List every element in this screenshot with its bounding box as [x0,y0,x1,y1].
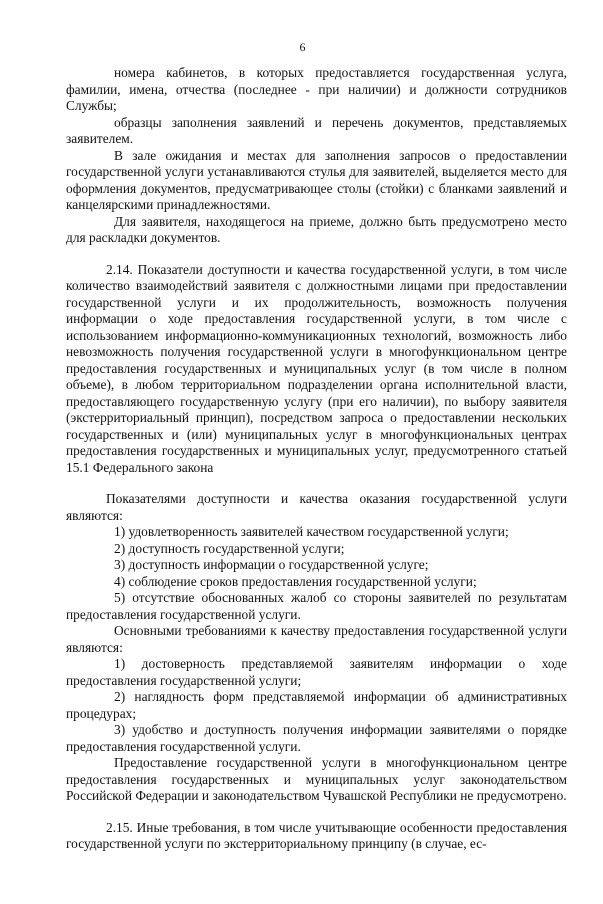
paragraph-waiting-hall: В зале ожидания и местах для заполнения запросов о предоставлении государственной услуги устанавливаются стулья для заявителей, выделяется место для оформления документов, предусматривающее столы (стойки) с бланками заявлений и канцелярскими принадлежностями. [66,147,567,212]
paragraph-mfc-not-provided: Предоставление государственной услуги в многофункциональном центре предоставления государственных и муниципальных услуг законодательством Российской Федерации и законодательством Чувашской Республики не предусмотрено. [66,755,567,803]
list-item-requirement-3: 3) удобство и доступность получения информации заявителями о порядке предоставления государственной услуги. [66,722,567,754]
section-2-15: 2.15. Иные требования, в том числе учитывающие особенности предоставления государственной услуги по экстерриториальному принципу (в случае, ес- [66,819,567,851]
paragraph-office-numbers: номера кабинетов, в которых предоставляется государственная услуга, фамилии, имена, отчества (последнее - при наличии) и должности сотрудников Службы; [66,65,567,113]
list-item-indicator-2: 2) доступность государственной услуги; [114,540,345,556]
list-item-indicator-4: 4) соблюдение сроков предоставления государственной услуги; [114,573,477,589]
list-item-indicator-1: 1) удовлетворенность заявителей качеством государственной услуги; [114,524,509,539]
list-item-indicator-5: 5) отсутствие обоснованных жалоб со стороны заявителей по результатам предоставления государственной услуги. [66,590,567,622]
paragraph-document-place: Для заявителя, находящегося на приеме, должно быть предусмотрено место для раскладки документов. [66,213,567,245]
paragraph-indicators-intro: Показателями доступности и качества оказания государственной услуги являются: [66,491,567,523]
list-item-requirement-2: 2) наглядность форм представляемой информации об административных процедурах; [66,689,567,721]
list-item-indicator-3: 3) доступность информации о государственной услуге; [114,557,429,572]
page-number: 6 [299,40,306,54]
paragraph-sample-forms: образцы заполнения заявлений и перечень документов, представляемых заявителем. [66,114,567,146]
list-item-requirement-1: 1) достоверность представляемой заявителям информации о ходе предоставления государственной услуги; [66,656,567,688]
section-2-14: 2.14. Показатели доступности и качества государственной услуги, в том числе количество взаимодействий заявителя с должностными лицами при предоставлении государственной услуги и их продолжительность, возможность получения информации о ходе предоставления государственной услуги, в том числе с использованием информационно-коммуникационных технологий, возможность либо невозможность получения государственной услуги в многофункциональном центре предоставления государственных и муниципальных услуг (в том числе в полном объеме), в любом территориальном подразделении органа исполнительной власти, предоставляющего государственную услугу (при его наличии), по выбору заявителя (экстерриториальный принцип), посредством запроса о предоставлении нескольких государственных и (или) муниципальных услуг в многофункциональных центрах предоставления государственных и муниципальных услуг, предусмотренного статьей 15.1 Федерального закона [66,261,567,475]
paragraph-requirements-intro: Основными требованиями к качеству предоставления государственной услуги являются: [66,623,567,655]
